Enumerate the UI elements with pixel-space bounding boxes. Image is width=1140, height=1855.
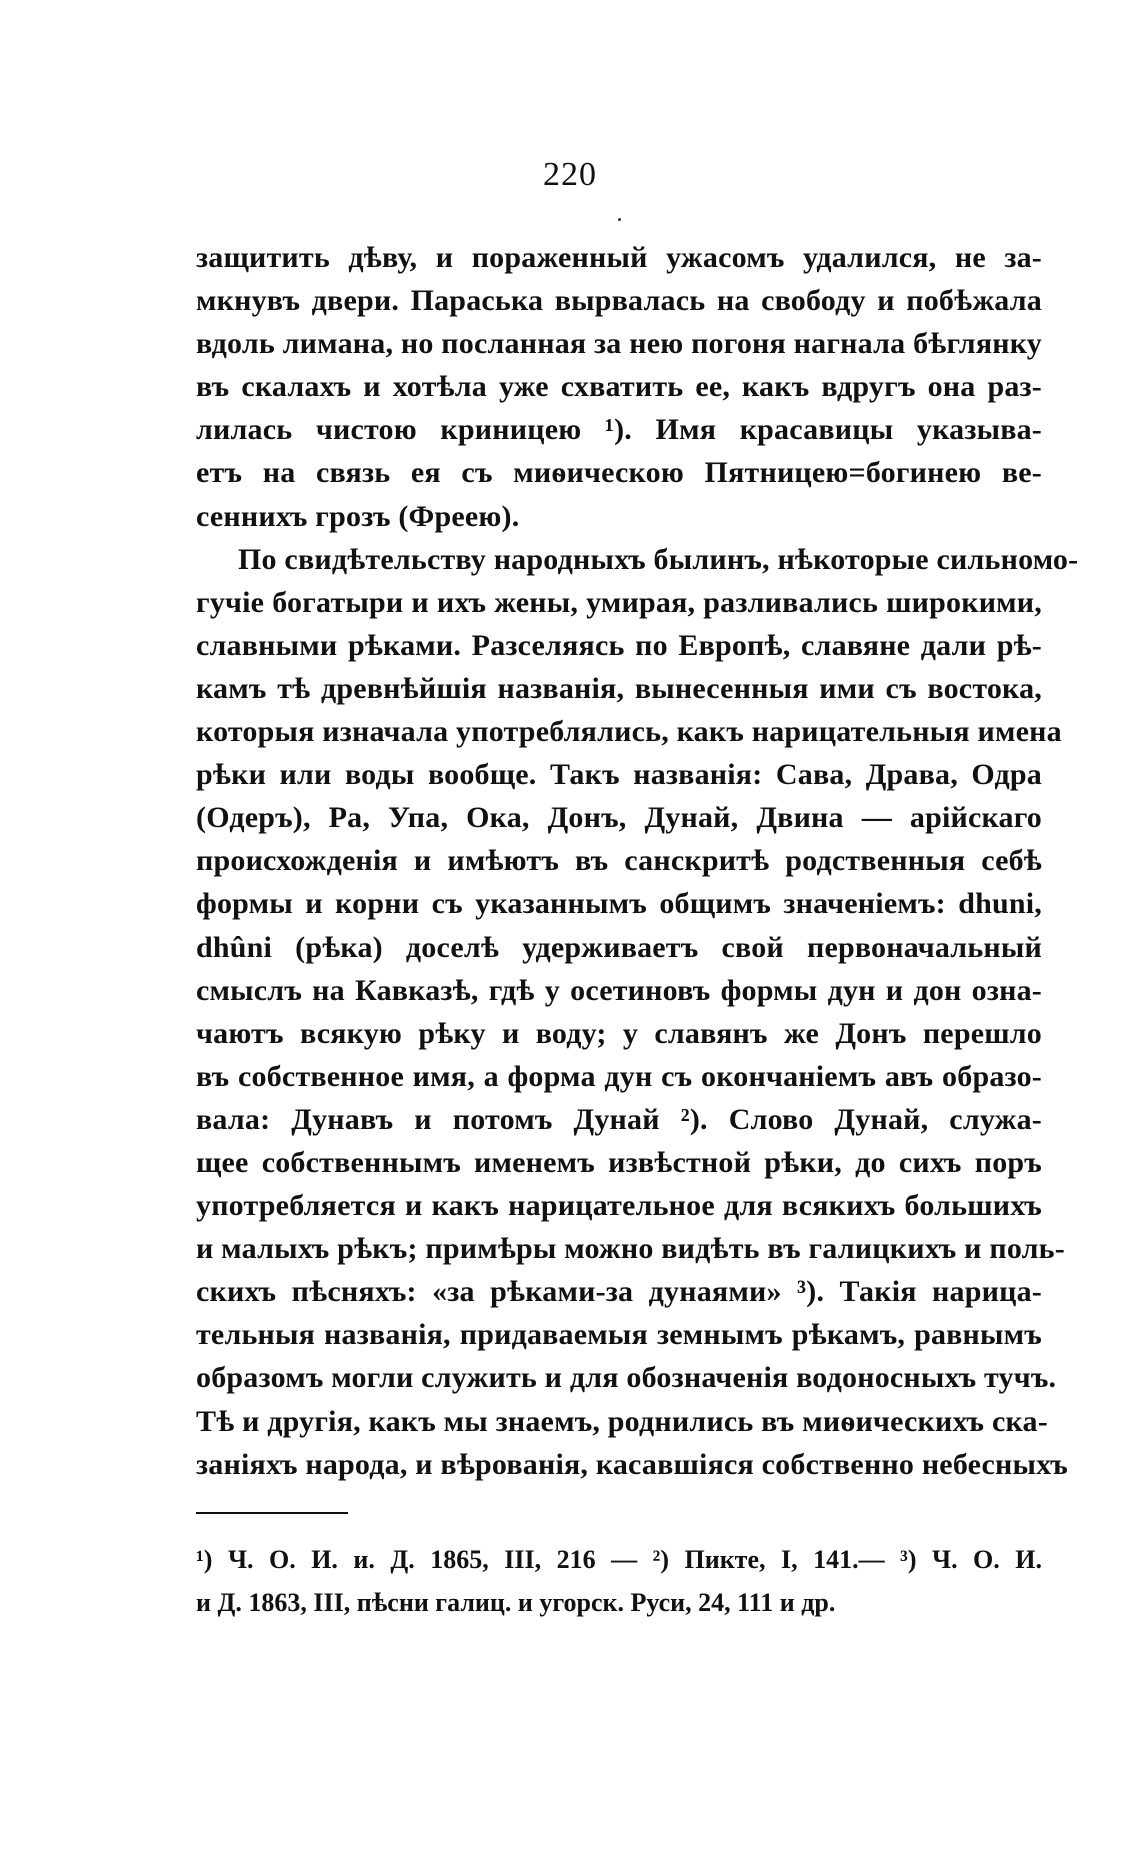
footnote-line: и Д. 1863, III, пѣсни галиц. и угорск. Руси, 24, 111 и др.	[196, 1588, 836, 1617]
text-line: (Одеръ), Ра, Упа, Ока, Донъ, Дунай, Двина — арійскаго	[196, 801, 1042, 835]
text-line: заніяхъ народа, и вѣрованія, касавшіяся собственно небесныхъ	[196, 1447, 1068, 1481]
footnote-divider	[196, 1512, 348, 1514]
text-line: сеннихъ грозъ (Фреею).	[196, 499, 520, 533]
text-line: формы и корни съ указаннымъ общимъ значеніемъ: dhuni,	[196, 887, 1042, 921]
text-line: щее собственнымъ именемъ извѣстной рѣки, до сихъ поръ	[196, 1145, 1042, 1179]
text-line: скихъ пѣсняхъ: «за рѣками-за дунаями» ³). Такія нарица-	[196, 1275, 1042, 1309]
text-line: Тѣ и другія, какъ мы знаемъ, роднились въ миѳическихъ ска-	[196, 1404, 1048, 1438]
footnote-line: ¹) Ч. О. И. и. Д. 1865, III, 216 — ²) Пикте, I, 141.— ³) Ч. О. И.	[196, 1545, 1042, 1574]
text-line: въ скалахъ и хотѣла уже схватить ее, какъ вдругъ она раз-	[196, 370, 1042, 404]
text-line: лилась чистою криницею ¹). Имя красавицы указыва-	[196, 413, 1042, 447]
text-line: славными рѣками. Разселяясь по Европѣ, славяне дали рѣ-	[196, 628, 1042, 662]
text-line: происхожденія и имѣютъ въ санскритѣ родственныя себѣ	[196, 844, 1042, 878]
text-line: смыслъ на Кавказѣ, гдѣ у осетиновъ формы дун и дон озна-	[196, 973, 1042, 1007]
body-text	[196, 236, 1079, 1486]
text-line: которыя изначала употреблялись, какъ нарицательныя имена	[196, 715, 1062, 749]
text-line: защитить дѣву, и пораженный ужасомъ удалился, не за-	[196, 241, 1042, 274]
text-line: dhûni (рѣка) доселѣ удерживаетъ свой первоначальный	[196, 930, 1042, 964]
text-line: етъ на связь ея съ миѳическою Пятницею=богинею ве-	[196, 456, 1042, 490]
text-line: вдоль лимана, но посланная за нею погоня нагнала бѣглянку	[196, 327, 1042, 361]
text-line: гучіе богатыри и ихъ жены, умирая, разливались широкими,	[196, 585, 1042, 619]
text-line: въ собственное имя, а форма дун съ окончаніемъ авъ образо-	[196, 1059, 1042, 1093]
paragraph-start-line: По свидѣтельству народныхъ былинъ, нѣкоторые сильномо-	[238, 542, 1079, 576]
text-line: образомъ могли служить и для обозначенія водоносныхъ тучъ.	[196, 1361, 1057, 1395]
text-line: тельныя названія, придаваемыя земнымъ рѣкамъ, равнымъ	[196, 1318, 1042, 1352]
footnotes	[196, 1538, 1042, 1624]
text-line: употребляется и какъ нарицательное для всякихъ большихъ	[196, 1189, 1042, 1223]
text-line: и малыхъ рѣкъ; примѣры можно видѣть въ галицкихъ и поль-	[196, 1232, 1065, 1266]
page-number: 220	[543, 156, 597, 193]
text-line: камъ тѣ древнѣйшія названія, вынесенныя ими съ востока,	[196, 671, 1042, 705]
text-line: чаютъ всякую рѣку и воду; у славянъ же Донъ перешло	[196, 1016, 1042, 1050]
text-line: мкнувъ двери. Параська вырвалась на свободу и побѣжала	[196, 284, 1042, 318]
text-line: рѣки или воды вообще. Такъ названія: Сава, Драва, Одра	[196, 758, 1042, 792]
text-line: вала: Дунавъ и потомъ Дунай ²). Слово Дунай, служа-	[196, 1102, 1042, 1136]
printer-dot	[618, 218, 621, 221]
